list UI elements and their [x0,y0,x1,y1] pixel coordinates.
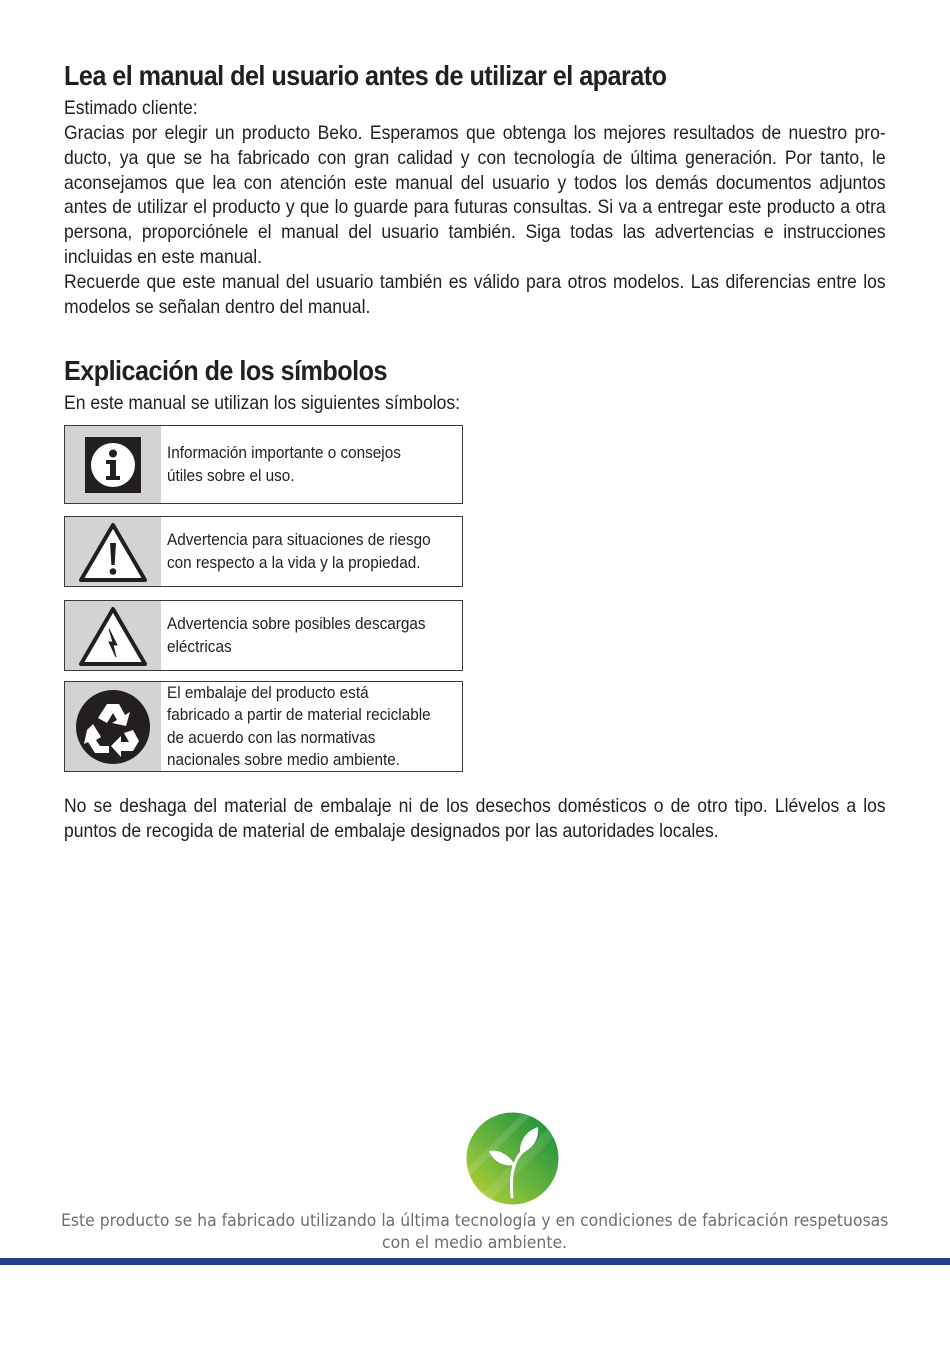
electric-shock-icon [78,605,148,667]
recycle-icon [74,688,152,766]
info-icon [84,436,142,494]
footer-text [0,1210,950,1254]
symbol-row-info [64,425,463,504]
greeting: Estimado cliente: [64,97,198,119]
symbol-row-electric [64,600,463,671]
models-paragraph: Recuerde que este manual del usuario también es válido para otros modelos. Las diferencias entre los modelos se señalan dentro del manual. [64,271,886,318]
symbol-text-recycle: El embalaje del producto está fabricado a partir de material reciclable de acuerdo con las normativas nacionales sobre medio ambiente. [167,682,431,769]
intro-paragraph: Gracias por elegir un producto Beko. Esperamos que obtenga los mejores resultados de nuestro pro-ducto, ya que se ha fabricado con gran calidad y con tecnología de última generación. Por tanto, le aconsejamos que lea con atención este manual del usuario y todos los demás documentos adjuntos antes de utilizar el producto y que lo guarde para futuras consultas. Si va a entregar este producto a otra persona, proporciónele el manual del usuario también. Siga todas las advertencias e instrucciones incluidas en este manual. [64,122,886,268]
eco-leaf-icon [465,1111,560,1206]
symbols-heading: Explicación de los símbolos [64,355,387,386]
page-title: Lea el manual del usuario antes de utilizar el aparato [64,60,667,91]
footer-bar [0,1258,950,1265]
symbols-intro: En este manual se utilizan los siguientes símbolos: [64,392,461,414]
footer-line-2: con el medio ambiente. [382,1233,568,1253]
warning-icon [78,521,148,583]
symbol-text-warning: Advertencia para situaciones de riesgo con respecto a la vida y la propiedad. [167,530,431,572]
symbol-row-warning [64,516,463,587]
symbol-text-electric: Advertencia sobre posibles descargas eléctricas [167,614,426,656]
symbol-text-info: Información importante o consejos útiles sobre el uso. [167,443,401,485]
symbol-row-recycle [64,681,463,772]
disposal-note: No se deshaga del material de embalaje ni de los desechos domésticos o de otro tipo. Llévelos a los puntos de recogida de material de embalaje designados por las autoridades locales. [64,795,886,842]
footer-line-1: Este producto se ha fabricado utilizando la última tecnología y en condiciones de fabricación respetuosas [61,1211,889,1231]
